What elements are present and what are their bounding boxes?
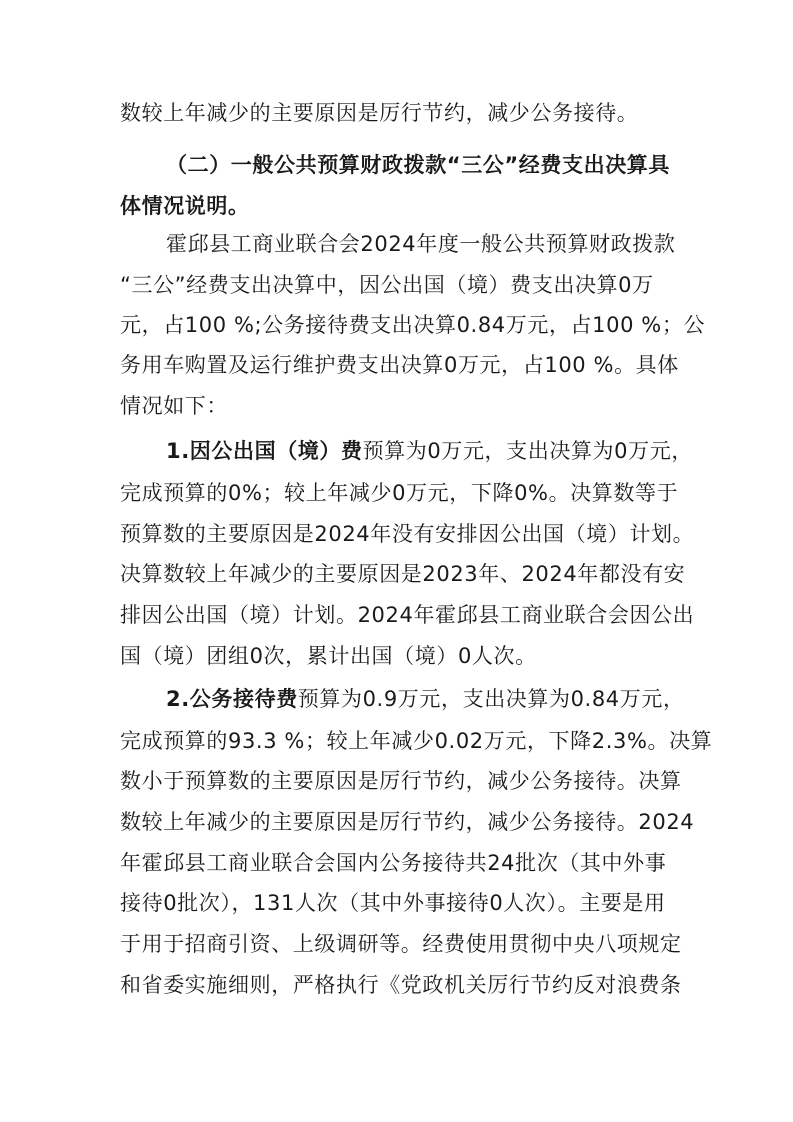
text-line: 完成预算的93.3 %；较上年减少0.02万元，下降2.3%。决算 — [120, 729, 713, 753]
text-line: 于用于招商引资、上级调研等。经费使用贯彻中央八项规定 — [120, 932, 682, 956]
item1-text: 预算为0万元，支出决算为0万元， — [362, 439, 693, 463]
item2-text: 预算为0.9万元，支出决算为0.84万元， — [297, 687, 685, 711]
item1-heading: 1.因公出国（境）费 — [166, 439, 363, 463]
text-line: 元，占100 %;公务接待费支出决算0.84万元，占100 %；公 — [120, 313, 706, 337]
section-heading-cont: 体情况说明。 — [120, 194, 250, 218]
text-line: 国（境）团组0次，累计出国（境）0人次。 — [120, 644, 537, 668]
item1-line — [166, 433, 693, 469]
text-line: 接待0批次），131人次（其中外事接待0人次）。主要是用 — [120, 891, 666, 915]
text-line: 预算数的主要原因是2024年没有安排因公出国（境）计划。 — [120, 522, 695, 546]
item2-heading: 2.公务接待费 — [166, 687, 298, 711]
text-line: 数较上年减少的主要原因是厉行节约，减少公务接待。2024 — [120, 810, 695, 834]
text-line: 情况如下： — [120, 394, 228, 418]
text-line: 数较上年减少的主要原因是厉行节约，减少公务接待。 — [120, 101, 639, 125]
text-line: 和省委实施细则，严格执行《党政机关厉行节约反对浪费条 — [120, 973, 682, 997]
text-line: “三公”经费支出决算中，因公出国（境）费支出决算0万 — [120, 273, 654, 297]
text-line: 数小于预算数的主要原因是厉行节约，减少公务接待。决算 — [120, 769, 682, 793]
item2-line — [166, 681, 685, 717]
section-heading: （二）一般公共预算财政拨款“三公”经费支出决算具 — [166, 153, 671, 177]
text-line: 霍邱县工商业联合会2024年度一般公共预算财政拨款 — [166, 232, 676, 256]
text-line: 年霍邱县工商业联合会国内公务接待共24批次（其中外事 — [120, 851, 667, 875]
text-line: 排因公出国（境）计划。2024年霍邱县工商业联合会因公出 — [120, 603, 695, 627]
text-line: 决算数较上年减少的主要原因是2023年、2024年都没有安 — [120, 562, 686, 586]
text-line: 完成预算的0%；较上年减少0万元，下降0%。决算数等于 — [120, 481, 679, 505]
text-line: 务用车购置及运行维护费支出决算0万元，占100 %。具体 — [120, 353, 679, 377]
